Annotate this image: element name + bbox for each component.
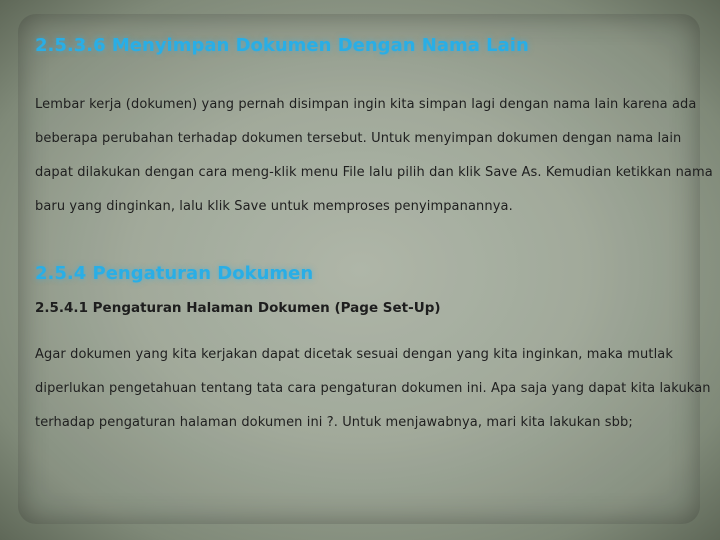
section-title-document-settings: 2.5.4 Pengaturan Dokumen xyxy=(35,263,314,284)
paragraph-page-setup: Agar dokumen yang kita kerjakan dapat dicetak sesuai dengan yang kita inginkan, maka mutlak diperlukan pengetahuan tentang tata cara pengaturan dokumen ini. Apa saja yang dapat kita lakukan terhadap pengaturan halaman dokumen ini ?. Untuk menjawabnya, mari kita lakukan sbb; xyxy=(35,347,711,430)
subsection-title-page-setup: 2.5.4.1 Pengaturan Halaman Dokumen (Page Set-Up) xyxy=(35,300,441,316)
paragraph-save-as: Lembar kerja (dokumen) yang pernah disimpan ingin kita simpan lagi dengan nama lain karena ada beberapa perubahan terhadap dokumen tersebut. Untuk menyimpan dokumen dengan nama lain dapat dilakukan dengan cara meng-klik menu File lalu pilih dan klik Save As. Kemudian ketikkan nama baru yang dinginkan, lalu klik Save untuk memproses penyimpanannya. xyxy=(35,97,713,214)
section-title-save-as: 2.5.3.6 Menyimpan Dokumen Dengan Nama Lain xyxy=(35,35,529,56)
slide-content xyxy=(35,30,713,440)
